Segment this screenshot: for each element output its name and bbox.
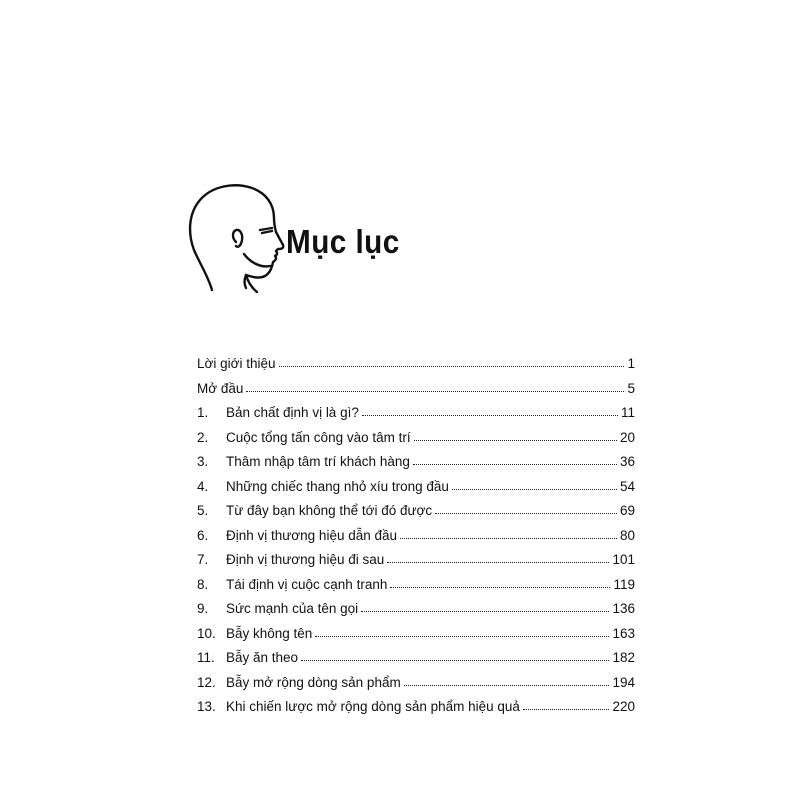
toc-entry-page-number: 194 <box>612 674 635 690</box>
toc-entry <box>197 499 635 524</box>
table-of-contents <box>197 352 635 720</box>
toc-entry-number: 4. <box>197 478 209 494</box>
toc-entry-title: Định vị thương hiệu dẫn đầu <box>226 527 398 543</box>
toc-entry-number: 8. <box>197 576 209 592</box>
toc-entry-title: Những chiếc thang nhỏ xíu trong đầu <box>226 478 449 494</box>
dot-leader <box>400 538 617 539</box>
toc-entry-title: Tái định vị cuộc cạnh tranh <box>226 576 388 592</box>
toc-entry <box>197 573 635 598</box>
toc-entry <box>197 401 635 426</box>
toc-entry-title: Bẫy ăn theo <box>226 650 299 665</box>
toc-entry-page-number: 11 <box>620 405 635 420</box>
dot-leader <box>404 685 610 686</box>
dot-leader <box>523 709 610 710</box>
toc-entry <box>197 597 635 622</box>
toc-entry-title: Bẫy mở rộng dòng sản phẩm <box>226 674 401 690</box>
dot-leader <box>387 562 609 563</box>
dot-leader <box>414 440 617 441</box>
toc-entry-number: 3. <box>197 454 209 469</box>
dot-leader <box>279 366 625 367</box>
toc-entry-page-number: 5 <box>627 380 635 396</box>
toc-entry-number: 1. <box>197 405 209 420</box>
toc-entry-title: Khi chiến lược mở rộng dòng sản phẩm hiệu quả <box>226 699 520 714</box>
dot-leader <box>413 464 617 465</box>
dot-leader <box>315 636 609 637</box>
toc-entry-number: 2. <box>197 429 209 445</box>
toc-entry-title: Mở đầu <box>197 380 244 396</box>
toc-entry-number: 13. <box>197 699 216 714</box>
toc-entry <box>197 475 635 500</box>
dot-leader <box>301 660 609 661</box>
toc-entry <box>197 671 635 696</box>
toc-entry-number: 11. <box>197 650 215 665</box>
toc-entry-title: Lời giới thiệu <box>197 356 276 371</box>
toc-entry-title: Từ đây bạn không thể tới đó được <box>226 503 433 518</box>
toc-entry-page-number: 36 <box>619 454 635 469</box>
toc-entry <box>197 377 635 402</box>
toc-entry-title: Định vị thương hiệu đi sau <box>226 552 385 567</box>
toc-entry-page-number: 220 <box>612 699 635 714</box>
toc-entry-page-number: 80 <box>619 527 635 543</box>
dot-leader <box>246 391 624 392</box>
toc-entry <box>197 426 635 451</box>
toc-entry-page-number: 101 <box>612 552 635 567</box>
toc-entry-title: Cuộc tổng tấn công vào tâm trí <box>226 429 411 445</box>
toc-entry-page-number: 119 <box>613 576 635 592</box>
toc-entry <box>197 646 635 671</box>
toc-entry-page-number: 182 <box>612 650 635 665</box>
toc-entry-number: 10. <box>197 625 216 641</box>
dot-leader <box>361 611 609 612</box>
toc-entry <box>197 450 635 475</box>
dot-leader <box>362 415 618 416</box>
toc-entry <box>197 622 635 647</box>
dot-leader <box>452 489 617 490</box>
toc-entry-page-number: 54 <box>619 478 635 494</box>
toc-entry-number: 7. <box>197 552 209 567</box>
toc-entry-page-number: 136 <box>612 601 635 616</box>
toc-entry-title: Bản chất định vị là gì? <box>226 405 359 420</box>
toc-entry-title: Bẫy không tên <box>226 625 313 641</box>
toc-entry-title: Sức mạnh của tên gọi <box>226 601 359 616</box>
human-head-profile-icon <box>186 180 288 302</box>
toc-entry-page-number: 163 <box>612 625 635 641</box>
toc-entry-number: 5. <box>197 503 209 518</box>
toc-entry <box>197 352 635 377</box>
toc-entry-page-number: 1 <box>627 356 635 371</box>
toc-entry <box>197 695 635 720</box>
toc-entry-number: 6. <box>197 527 209 543</box>
toc-entry-title: Thâm nhập tâm trí khách hàng <box>226 454 410 469</box>
dot-leader <box>435 513 617 514</box>
dot-leader <box>390 587 610 588</box>
toc-entry <box>197 548 635 573</box>
toc-entry <box>197 524 635 549</box>
toc-entry-number: 9. <box>197 601 209 616</box>
toc-entry-number: 12. <box>197 674 216 690</box>
toc-entry-page-number: 69 <box>619 503 635 518</box>
toc-entry-page-number: 20 <box>619 429 635 445</box>
page-title: Mục lục <box>286 223 400 260</box>
